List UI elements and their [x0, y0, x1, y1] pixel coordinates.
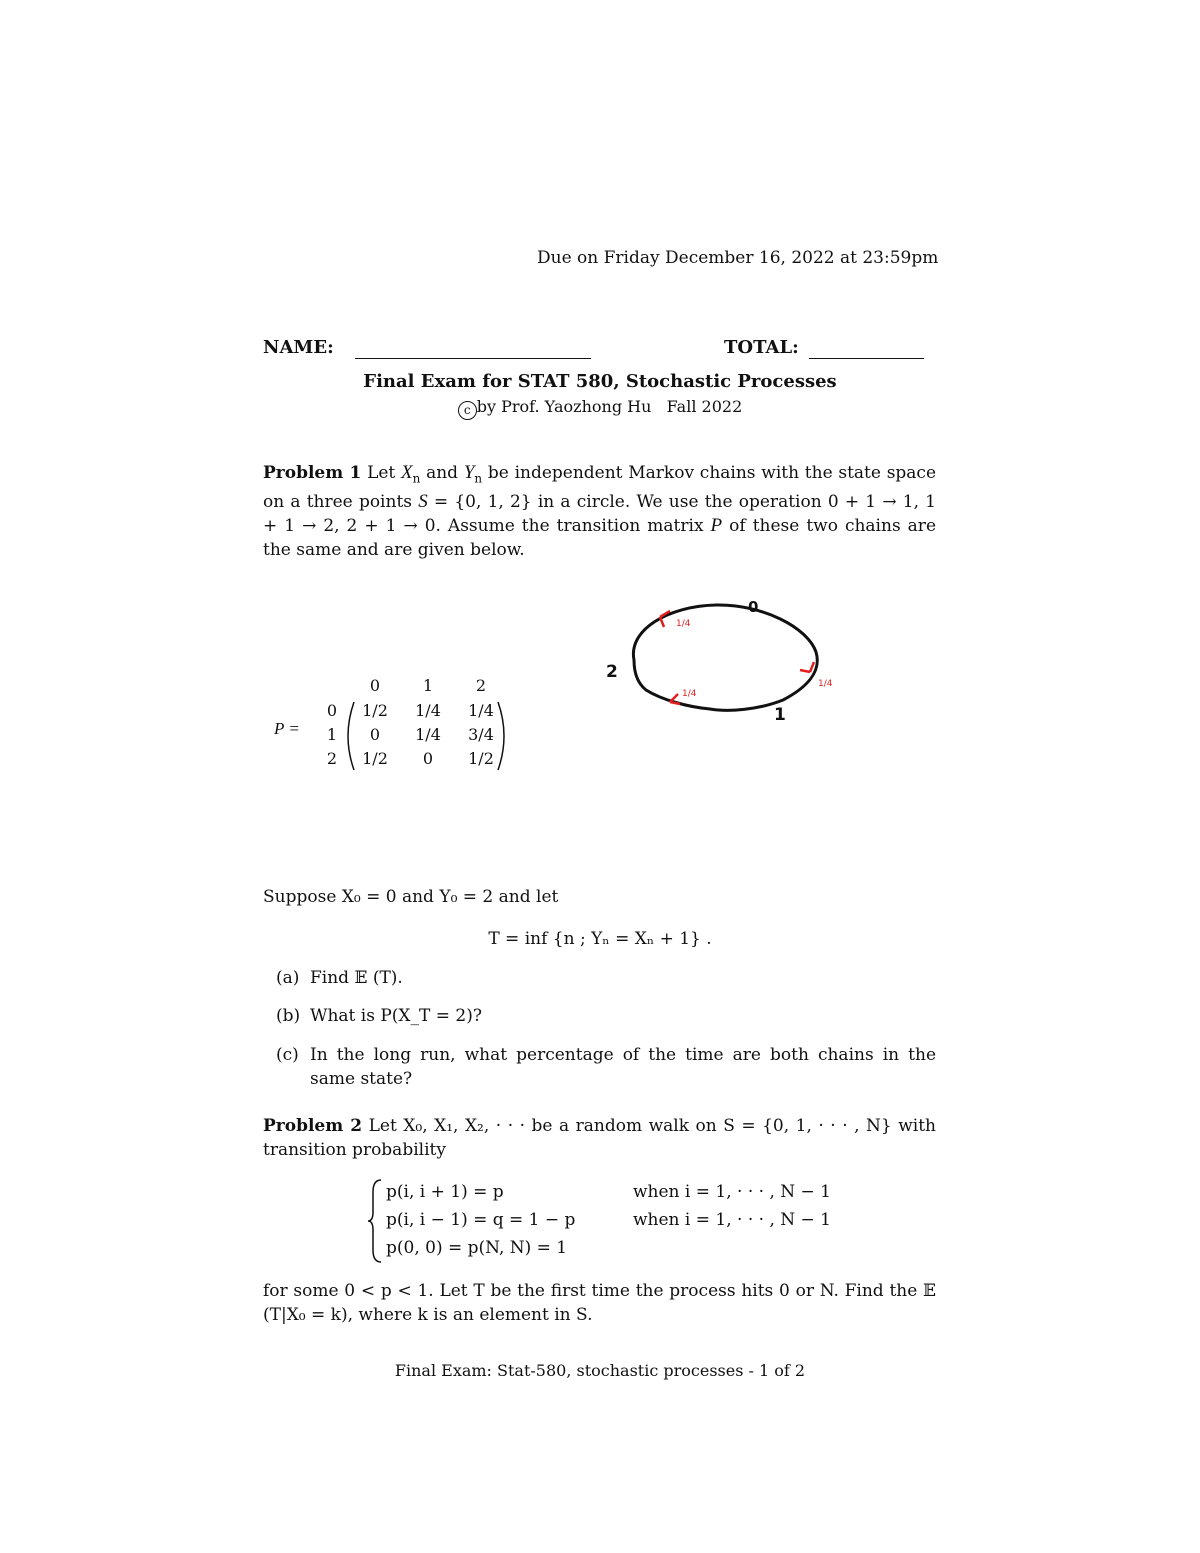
hitting-time-equation: T = inf {n ; Yₙ = Xₙ + 1} .: [488, 929, 712, 949]
byline-text: by Prof. Yaozhong Hu Fall 2022: [476, 397, 743, 416]
part-a: (a) Find 𝔼 (T).: [276, 968, 403, 988]
col-header: 2: [475, 676, 487, 695]
arrow-label: 1/4: [676, 619, 691, 629]
row-label: 0: [326, 701, 338, 720]
cases-brace: [366, 1178, 386, 1264]
byline: [0, 397, 1200, 420]
matrix-cell: 0: [369, 725, 381, 744]
total-label: TOTAL:: [724, 337, 799, 358]
node-label: 1: [774, 705, 786, 725]
due-date: Due on Friday December 16, 2022 at 23:59pm: [537, 248, 939, 268]
case-cond: when i = 1, · · · , N − 1: [633, 1210, 831, 1230]
suppose-text: Suppose X₀ = 0 and Y₀ = 2 and let: [263, 887, 559, 907]
problem2-label: Problem 2: [263, 1116, 363, 1136]
matrix-lhs: P =: [274, 719, 300, 738]
part-b: (b) What is P(X_T = 2)?: [276, 1006, 482, 1026]
arrow-label: 1/4: [818, 679, 833, 689]
problem2-outro: for some 0 < p < 1. Let T be the first time the process hits 0 or N. Find the 𝔼 (T|X₀ = k), where k is an element in S.: [263, 1281, 936, 1325]
matrix-cell: 1/2: [362, 701, 388, 720]
col-header: 1: [422, 676, 434, 695]
name-label: NAME:: [263, 337, 334, 358]
matrix-cell: 3/4: [468, 725, 494, 744]
row-label: 2: [326, 749, 338, 768]
matrix-cell: 1/4: [415, 701, 441, 720]
node-label: 2: [606, 662, 618, 682]
part-c: (c) In the long run, what percentage of the time are both chains in the same state?: [276, 1045, 936, 1089]
copyright-icon: c: [458, 401, 477, 420]
node-label: 0: [748, 598, 759, 616]
row-label: 1: [326, 725, 338, 744]
matrix-cell: 0: [422, 749, 434, 768]
problem1-label: Problem 1: [263, 463, 362, 483]
page-footer: Final Exam: Stat-580, stochastic processes - 1 of 2: [394, 1361, 806, 1380]
matrix-cell: 1/4: [415, 725, 441, 744]
total-field: [724, 337, 924, 359]
arrow-label: 1/4: [682, 689, 697, 699]
name-field: [263, 337, 591, 359]
case-expr: p(i, i − 1) = q = 1 − p: [386, 1210, 576, 1230]
case-cond: when i = 1, · · · , N − 1: [633, 1182, 831, 1202]
case-expr: p(i, i + 1) = p: [386, 1182, 504, 1202]
problem2-statement: Problem 2 Let X₀, X₁, X₂, · · · be a random walk on S = {0, 1, · · · , N} with transition probability: [263, 1116, 936, 1160]
name-blank: [355, 337, 591, 359]
circle-diagram: [598, 590, 858, 730]
col-header: 0: [369, 676, 381, 695]
matrix-cell: 1/4: [468, 701, 494, 720]
matrix-cell: 1/2: [468, 749, 494, 768]
matrix-cell: 1/2: [362, 749, 388, 768]
problem1-statement: Problem 1 Let $X_n$ and $Y_n$ be independent Markov chains with the state space on a three points S = {0, 1, 2} in a circle. We use the operation 0 + 1 → 1, 1 + 1 → 2, 2 + 1 → 0. Assume the transition matrix P of these two chains are the same and are given below.: [263, 462, 937, 561]
case-expr: p(0, 0) = p(N, N) = 1: [386, 1238, 568, 1258]
total-blank: [809, 337, 924, 359]
exam-title: Final Exam for STAT 580, Stochastic Processes: [363, 371, 837, 392]
